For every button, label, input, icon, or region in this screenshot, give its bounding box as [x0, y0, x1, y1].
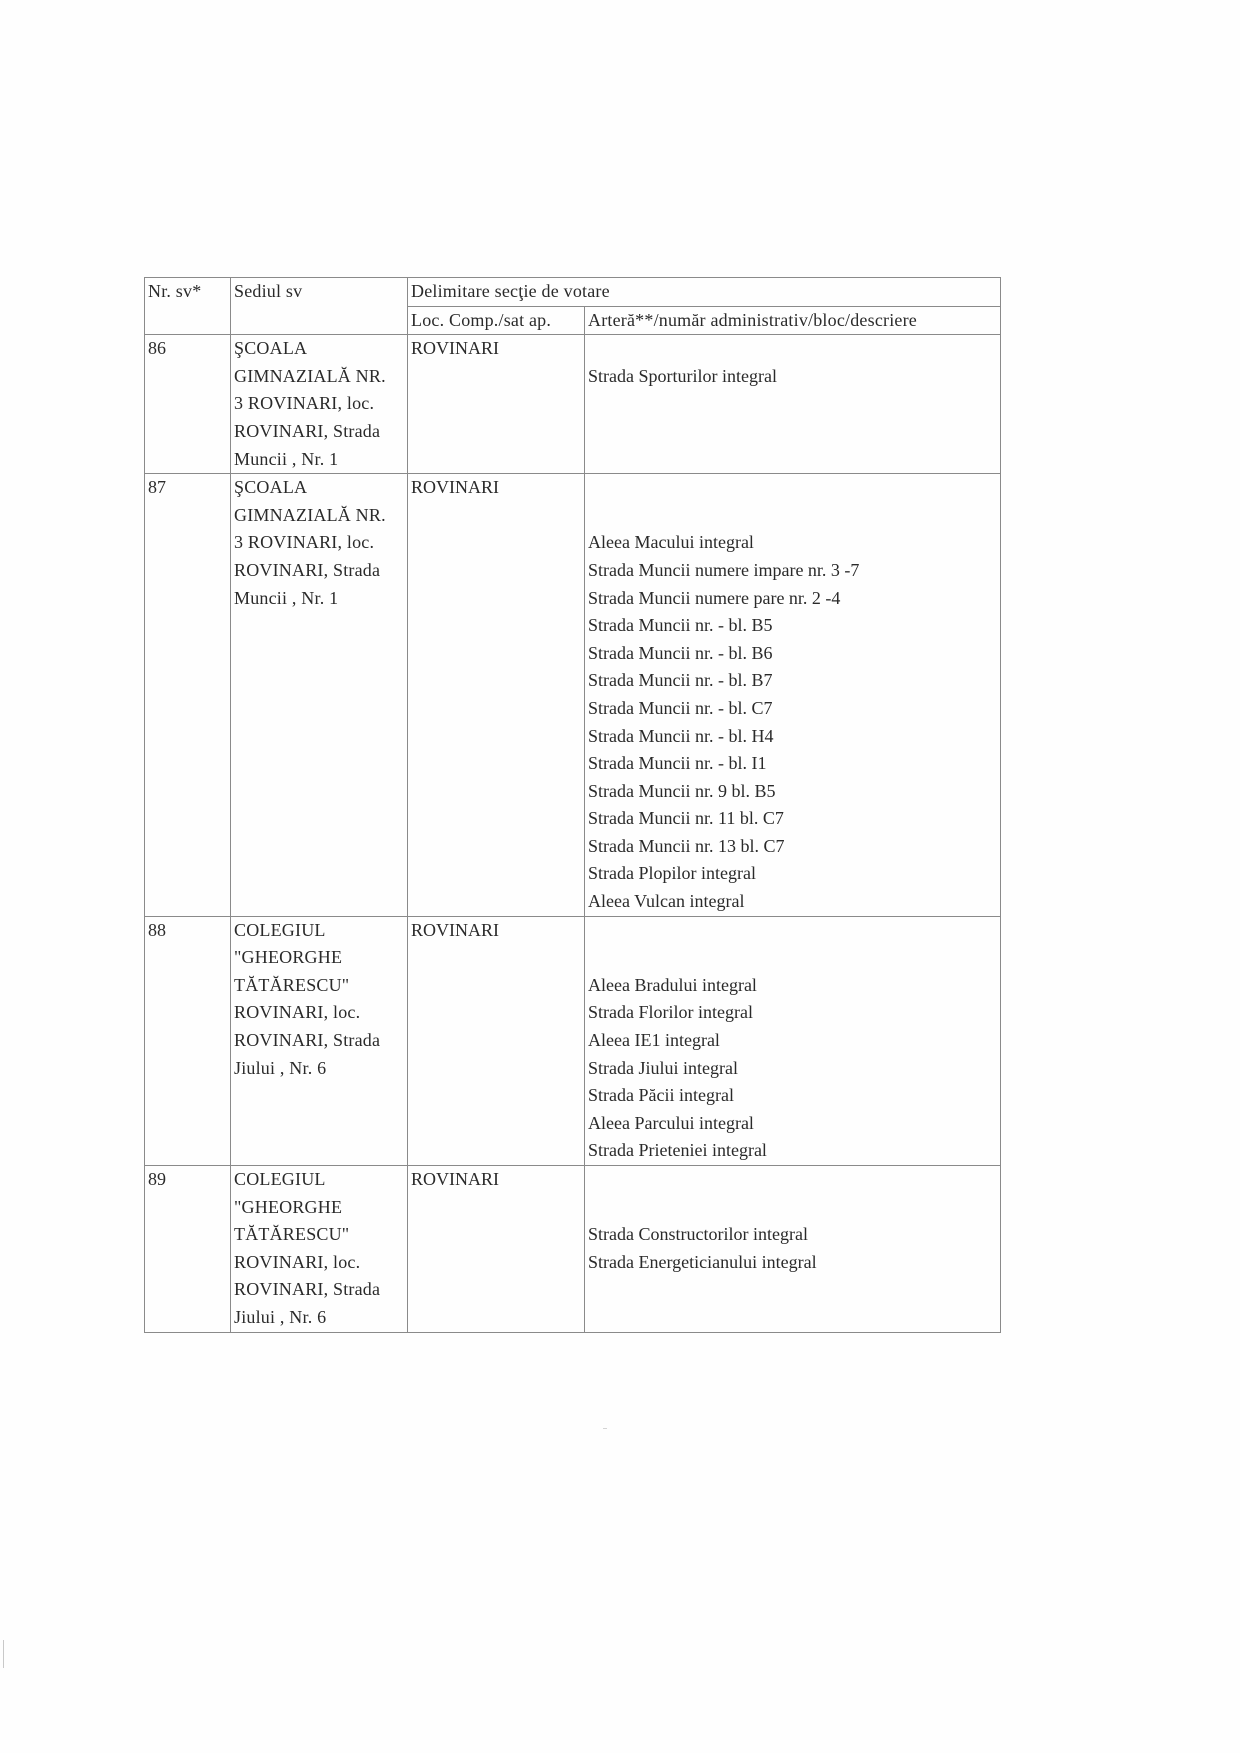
street-item: Strada Muncii numere pare nr. 2 -4	[588, 587, 841, 608]
table-row	[145, 916, 1001, 1165]
header-delimitare: Delimitare secţie de votare	[408, 278, 1001, 307]
cell-streets	[585, 916, 1001, 1165]
header-artera: Arteră**/număr administrativ/bloc/descriere	[585, 306, 1001, 335]
scan-edge-mark	[3, 1640, 4, 1668]
street-item: Strada Muncii nr. - bl. I1	[588, 753, 767, 774]
cell-nr: 87	[145, 474, 231, 917]
cell-streets	[585, 474, 1001, 917]
street-item: Strada Florilor integral	[588, 1002, 753, 1023]
table-body	[145, 278, 1001, 1333]
street-item: Strada Muncii nr. 13 bl. C7	[588, 835, 785, 856]
header-row-top	[145, 278, 1001, 307]
cell-sediu: ŞCOALA GIMNAZIALĂ NR. 3 ROVINARI, loc. ROVINARI, Strada Muncii , Nr. 1	[231, 474, 408, 917]
street-item: Strada Muncii nr. - bl. B5	[588, 615, 773, 636]
street-item: Aleea Parcului integral	[588, 1112, 754, 1133]
cell-nr: 88	[145, 916, 231, 1165]
street-item: Strada Plopilor integral	[588, 863, 756, 884]
streets-list	[588, 972, 1000, 1165]
street-item: Strada Muncii numere impare nr. 3 -7	[588, 559, 860, 580]
street-item: Aleea IE1 integral	[588, 1030, 720, 1051]
cell-sediu: COLEGIUL "GHEORGHE TĂTĂRESCU" ROVINARI, loc. ROVINARI, Strada Jiului , Nr. 6	[231, 1166, 408, 1333]
cell-nr: 89	[145, 1166, 231, 1333]
scan-speck	[603, 1428, 607, 1429]
polling-stations-table	[144, 277, 1001, 1333]
cell-loc: ROVINARI	[408, 1166, 585, 1333]
street-item: Aleea Vulcan integral	[588, 891, 745, 912]
street-item: Strada Energeticianului integral	[588, 1251, 817, 1272]
street-item: Strada Păcii integral	[588, 1085, 734, 1106]
cell-sediu: COLEGIUL "GHEORGHE TĂTĂRESCU" ROVINARI, loc. ROVINARI, Strada Jiului , Nr. 6	[231, 916, 408, 1165]
street-item: Strada Muncii nr. - bl. B7	[588, 670, 773, 691]
header-nr-sv: Nr. sv*	[145, 278, 231, 335]
street-item: Strada Sporturilor integral	[588, 365, 777, 386]
header-loc-comp: Loc. Comp./sat ap.	[408, 306, 585, 335]
cell-nr: 86	[145, 335, 231, 474]
street-item: Strada Constructorilor integral	[588, 1224, 808, 1245]
header-sediul-sv: Sediul sv	[231, 278, 408, 335]
street-item: Strada Jiului integral	[588, 1057, 738, 1078]
street-item: Aleea Bradului integral	[588, 974, 757, 995]
street-item: Strada Prieteniei integral	[588, 1140, 767, 1161]
street-item: Aleea Macului integral	[588, 532, 754, 553]
table-row	[145, 335, 1001, 474]
street-item: Strada Muncii nr. - bl. C7	[588, 697, 773, 718]
cell-loc: ROVINARI	[408, 335, 585, 474]
table-row	[145, 1166, 1001, 1333]
streets-list	[588, 529, 1000, 915]
street-item: Strada Muncii nr. 9 bl. B5	[588, 780, 776, 801]
street-item: Strada Muncii nr. - bl. H4	[588, 725, 774, 746]
cell-sediu: ŞCOALA GIMNAZIALĂ NR. 3 ROVINARI, loc. ROVINARI, Strada Muncii , Nr. 1	[231, 335, 408, 474]
table-row	[145, 474, 1001, 917]
cell-loc: ROVINARI	[408, 474, 585, 917]
street-item: Strada Muncii nr. 11 bl. C7	[588, 808, 784, 829]
cell-streets	[585, 335, 1001, 474]
streets-list	[588, 1221, 1000, 1276]
cell-streets	[585, 1166, 1001, 1333]
street-item: Strada Muncii nr. - bl. B6	[588, 642, 773, 663]
cell-loc: ROVINARI	[408, 916, 585, 1165]
streets-list	[588, 363, 1000, 391]
